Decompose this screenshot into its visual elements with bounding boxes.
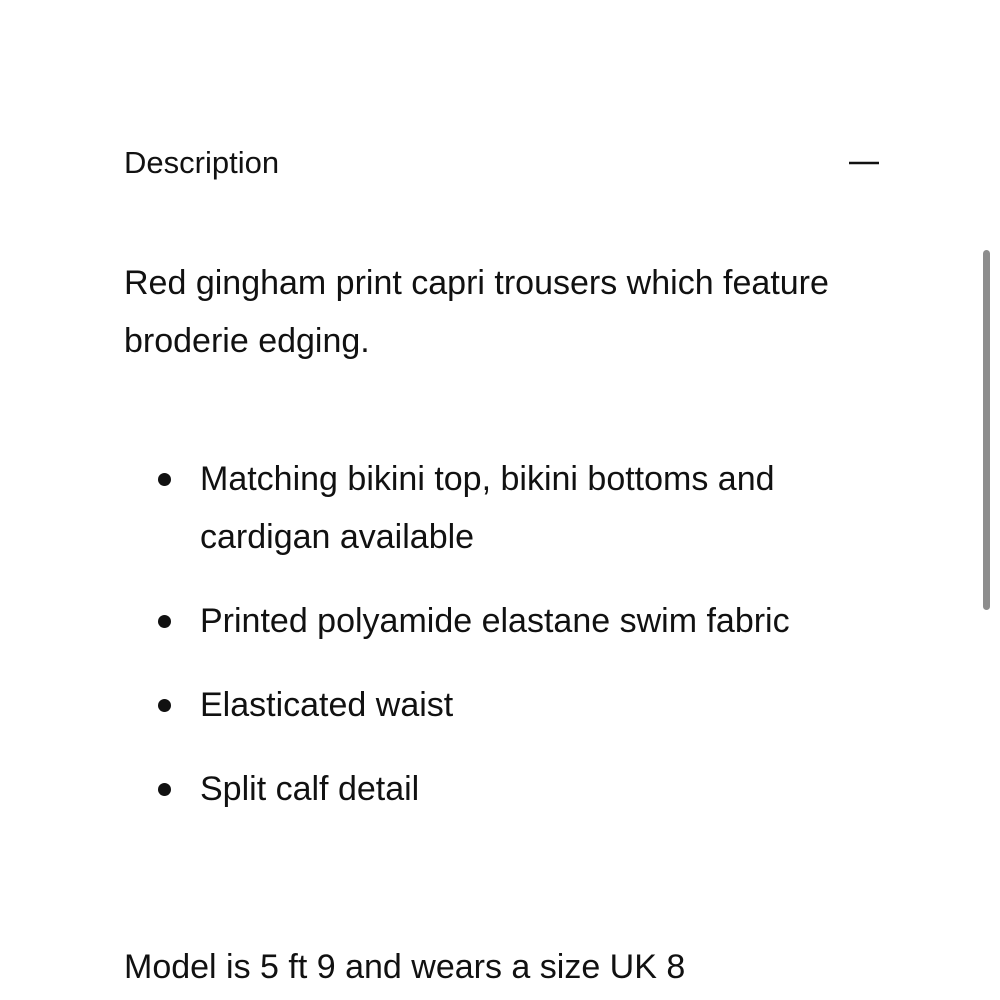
feature-item (124, 592, 884, 650)
description-text: Red gingham print capri trousers which feature broderie edging. (124, 264, 829, 360)
feature-item (124, 760, 884, 818)
bullet-icon (158, 699, 171, 712)
feature-item (124, 676, 884, 734)
scrollbar-thumb[interactable] (983, 250, 990, 610)
feature-text: Printed polyamide elastane swim fabric (200, 602, 790, 640)
feature-list (124, 450, 884, 818)
feature-text: Split calf detail (200, 770, 420, 808)
bullet-icon (158, 783, 171, 796)
feature-text: Matching bikini top, bikini bottoms and cardigan available (200, 460, 775, 556)
bullet-icon (158, 615, 171, 628)
feature-item (124, 450, 884, 566)
model-size-info: Model is 5 ft 9 and wears a size UK 8 (124, 948, 686, 986)
bullet-icon (158, 473, 171, 486)
scrollbar[interactable] (983, 250, 993, 610)
description-content (124, 254, 884, 844)
minus-icon[interactable] (849, 148, 879, 178)
description-accordion-header[interactable] (124, 138, 880, 188)
feature-text: Elasticated waist (200, 686, 454, 724)
description-title: Description (124, 145, 280, 180)
